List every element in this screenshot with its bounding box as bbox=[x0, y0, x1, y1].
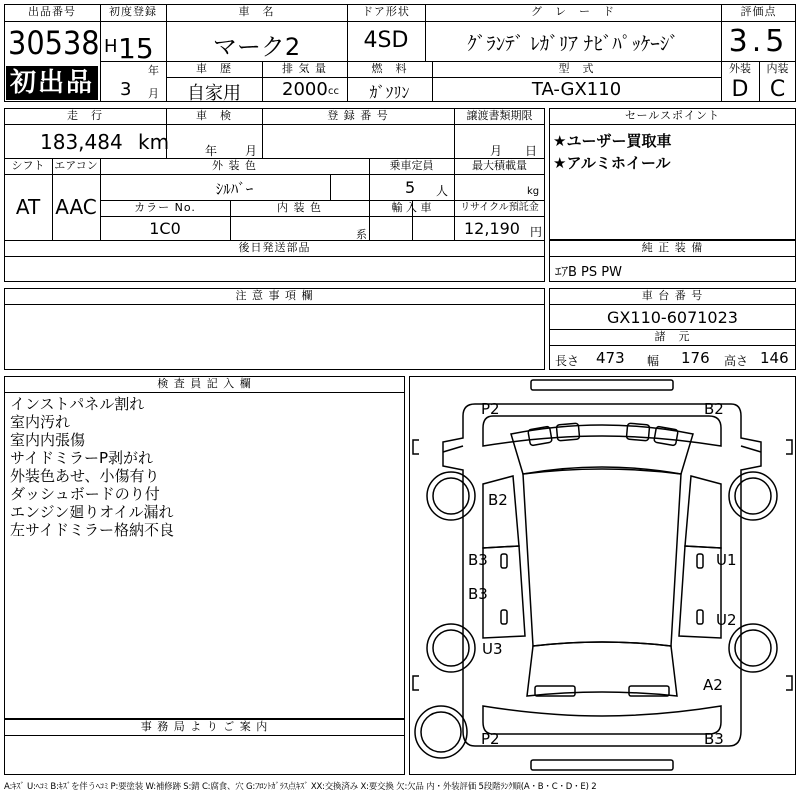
aircon: AAC bbox=[55, 195, 97, 219]
reg-month: 3 bbox=[120, 79, 132, 100]
interior-grade: C bbox=[769, 77, 786, 102]
recycle-label: リサイクル預託金 bbox=[460, 202, 539, 213]
inspector-line: 室内汚れ bbox=[10, 413, 71, 431]
damage-mark: B3 bbox=[704, 730, 724, 748]
damage-mark: P2 bbox=[481, 730, 500, 748]
lot-number-label: 出品番号 bbox=[28, 5, 76, 18]
max-load-label: 最大積載量 bbox=[472, 159, 527, 172]
reg-year-unit: 年 bbox=[148, 64, 159, 77]
grade: ｸﾞﾗﾝﾃﾞ ﾚｶﾞﾘｱ ﾅﾋﾞﾊﾟｯｹｰｼﾞ bbox=[467, 33, 679, 55]
transfer-day-unit: 日 bbox=[525, 144, 538, 158]
recycle-unit: 円 bbox=[530, 225, 543, 239]
ext-color-label: 外 装 色 bbox=[212, 159, 257, 172]
inspection-label: 車 検 bbox=[196, 109, 232, 122]
transfer-deadline-label: 譲渡書類期限 bbox=[466, 109, 533, 122]
capacity: 5 bbox=[405, 178, 416, 197]
shift: AT bbox=[15, 195, 41, 219]
door-label: ドア形状 bbox=[362, 5, 410, 18]
inspection-month-unit: 月 bbox=[245, 144, 258, 158]
shift-label: シフト bbox=[11, 159, 45, 172]
dimensions-label: 諸 元 bbox=[654, 330, 691, 343]
office-label: 事 務 局 よ り ご 案 内 bbox=[140, 720, 269, 733]
aircon-label: エアコン bbox=[54, 159, 98, 172]
interior-label: 内装 bbox=[766, 62, 789, 75]
damage-mark: B3 bbox=[468, 551, 488, 569]
damage-mark: P2 bbox=[481, 400, 500, 418]
damage-mark: B2 bbox=[488, 491, 508, 509]
displacement-unit: cc bbox=[328, 86, 339, 97]
model-label: 型 式 bbox=[558, 62, 595, 75]
sales-points-section bbox=[549, 108, 796, 240]
damage-mark: B2 bbox=[704, 400, 724, 418]
length-value: 473 bbox=[596, 349, 625, 367]
sales-point-item: ★ユーザー買取車 bbox=[553, 132, 672, 150]
width-value: 176 bbox=[681, 349, 710, 367]
grade-label: グ レ ー ド bbox=[531, 5, 615, 18]
history: 自家用 bbox=[187, 83, 241, 104]
ext-color: ｼﾙﾊﾞｰ bbox=[215, 180, 254, 198]
model-code: TA-GX110 bbox=[531, 79, 622, 100]
first-listing-badge: 初出品 bbox=[6, 66, 98, 100]
inspector-line: インストパネル割れ bbox=[10, 395, 145, 413]
displacement: 2000 bbox=[282, 79, 328, 100]
car-name-label: 車 名 bbox=[238, 5, 275, 18]
score-label: 評価点 bbox=[740, 5, 777, 18]
recycle-fee: 12,190 bbox=[464, 219, 520, 238]
reg-month-unit: 月 bbox=[148, 87, 159, 100]
sales-point-item: ★アルミホイール bbox=[553, 154, 671, 172]
chassis-number: GX110-6071023 bbox=[607, 308, 738, 327]
damage-mark: B3 bbox=[468, 585, 488, 603]
height-value: 146 bbox=[760, 349, 789, 367]
color-no-label: カラー No. bbox=[134, 201, 196, 214]
height-label: 高さ bbox=[724, 354, 749, 368]
inspector-line: 外装色あせ、小傷有り bbox=[10, 467, 160, 485]
equipment-label: 純 正 装 備 bbox=[641, 241, 704, 254]
registration-number-label: 登 録 番 号 bbox=[327, 109, 389, 122]
import-label: 輸 入 車 bbox=[391, 201, 432, 214]
door-type: 4SD bbox=[363, 28, 409, 53]
reg-era: H bbox=[104, 36, 118, 57]
inspector-line: ダッシュボードのり付 bbox=[10, 485, 160, 503]
inspector-line: エンジン廻りオイル漏れ bbox=[10, 503, 174, 521]
sales-points-label: セールスポイント bbox=[624, 109, 720, 122]
car-name: マーク2 bbox=[212, 33, 301, 61]
color-no: 1C0 bbox=[149, 219, 181, 238]
first-reg-label: 初度登録 bbox=[109, 5, 157, 18]
inspector-line: 左サイドミラー格納不良 bbox=[10, 521, 174, 539]
exterior-grade: D bbox=[731, 77, 749, 102]
lot-number: 30538 bbox=[8, 24, 100, 62]
width-label: 幅 bbox=[647, 354, 660, 368]
notes-label: 注 意 事 項 欄 bbox=[235, 289, 314, 302]
inspector-notes bbox=[10, 395, 174, 539]
displacement-label: 排 気 量 bbox=[282, 62, 327, 75]
equipment-value: ｴｱB PS PW bbox=[555, 265, 622, 280]
inspector-label: 検 査 員 記 入 欄 bbox=[157, 377, 252, 390]
history-label: 車 歴 bbox=[196, 62, 232, 75]
inspection-year-unit: 年 bbox=[205, 144, 218, 158]
mileage: 183,484 bbox=[40, 130, 123, 154]
reg-year: 15 bbox=[118, 32, 154, 65]
max-load-unit: kg bbox=[527, 186, 540, 197]
length-label: 長さ bbox=[555, 354, 580, 368]
damage-mark: U1 bbox=[716, 551, 737, 569]
damage-mark: A2 bbox=[703, 676, 723, 694]
chassis-label: 車 台 番 号 bbox=[641, 289, 704, 302]
score: 3.5 bbox=[728, 24, 789, 59]
exterior-label: 外装 bbox=[729, 62, 751, 75]
inspector-line: 室内内張傷 bbox=[10, 431, 86, 449]
mileage-label: 走 行 bbox=[67, 109, 103, 122]
capacity-label: 乗車定員 bbox=[389, 159, 434, 172]
legend: A:ｷｽﾞ U:ﾍｺﾐ B:ｷｽﾞを伴うﾍｺﾐ P:要塗装 W:補修跡 S:錆 C:腐食、穴 G:ﾌﾛﾝﾄｶﾞﾗｽ点ｷｽﾞ XX:交換済み X:要交換 欠:欠品 内・外装評価 5段階ﾗﾝｸ順(A・B・C・D・E) 2 bbox=[4, 782, 597, 792]
later-parts-label: 後日発送部品 bbox=[238, 241, 311, 254]
inspector-line: サイドミラーP剥がれ bbox=[10, 449, 153, 467]
capacity-unit: 人 bbox=[436, 184, 449, 198]
fuel: ｶﾞｿﾘﾝ bbox=[369, 83, 410, 102]
car-damage-diagram bbox=[409, 376, 796, 775]
int-color-label: 内 装 色 bbox=[277, 201, 322, 214]
damage-mark: U2 bbox=[716, 611, 737, 629]
fuel-label: 燃 料 bbox=[371, 62, 408, 75]
mileage-unit: km bbox=[138, 130, 170, 154]
transfer-month-unit: 月 bbox=[490, 144, 503, 158]
int-color-unit: 系 bbox=[356, 228, 367, 241]
damage-mark: U3 bbox=[482, 640, 503, 658]
